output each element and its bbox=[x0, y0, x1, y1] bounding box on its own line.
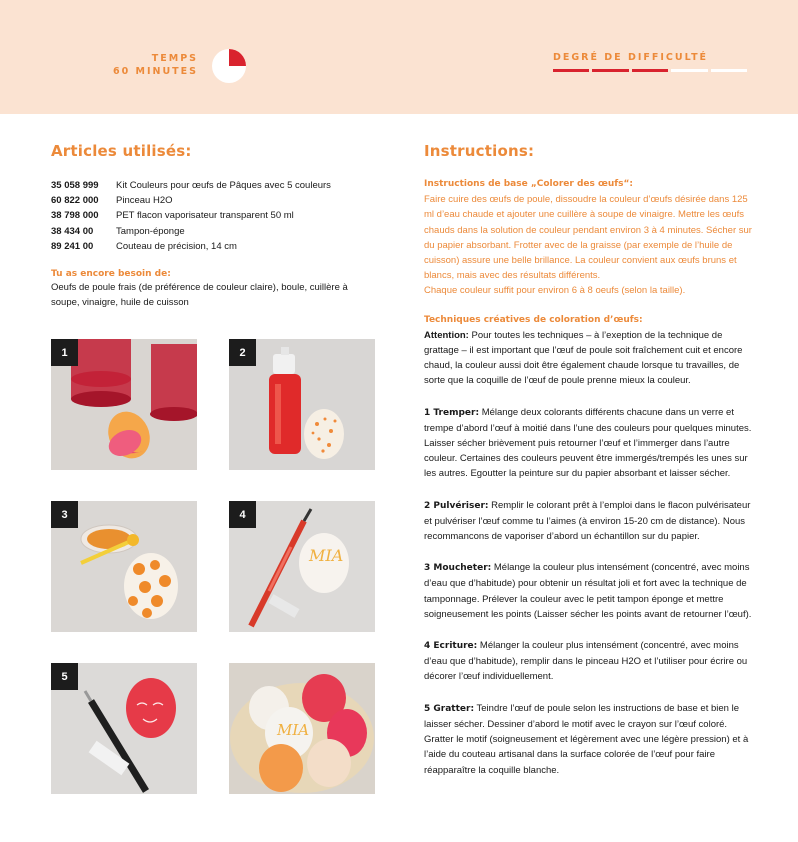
photo-egg-nest bbox=[229, 663, 375, 794]
difficulty-bar bbox=[671, 69, 707, 72]
article-code: 35 058 999 bbox=[51, 180, 99, 191]
photo-step-3 bbox=[51, 501, 197, 632]
egg-writing: MIA bbox=[277, 721, 310, 739]
base-instructions bbox=[424, 177, 754, 299]
step-number: 3 bbox=[51, 501, 78, 528]
step-number: 5 bbox=[51, 663, 78, 690]
difficulty-bar bbox=[632, 69, 668, 72]
step-number: 1 bbox=[51, 339, 78, 366]
step-1 bbox=[424, 405, 754, 482]
step-label: 3 Moucheter: bbox=[424, 563, 492, 574]
needs-text: Oeufs de poule frais (de préférence de couleur claire), boule, cuillère à soupe, vinaigre, huile de cuisson bbox=[51, 282, 348, 309]
photo-step-4 bbox=[229, 501, 375, 632]
base-note: Chaque couleur suffit pour environ 6 à 8 oeufs (selon la taille). bbox=[424, 285, 686, 297]
techniques-title: Techniques créatives de coloration d’œufs: bbox=[424, 314, 643, 325]
clock-icon bbox=[212, 49, 246, 83]
base-title: Instructions de base „Colorer des œufs“: bbox=[424, 179, 634, 189]
step-text: Mélange deux colorants différents chacune dans un verre et trempe d’abord l’œuf à moitié dans l’une des couleurs pour quelques minutes. Laisser sécher brièvement puis retourner l’œuf et l’immerger dans l’autre couleur. Certaines des couleurs peuvent être immergés/trempés les unes sur les autres. Egoutter la peinture sur du papier absorbant et laisser sécher. bbox=[424, 406, 752, 480]
step-4 bbox=[424, 638, 754, 685]
header-band bbox=[0, 0, 798, 114]
article-code: 60 822 000 bbox=[51, 195, 99, 207]
time-value: 60 MINUTES bbox=[113, 66, 198, 77]
step-text: Teindre l’œuf de poule selon les instructions de base et bien le laisser sécher. Dessiner d’abord le motif avec le crayon sur l’œuf coloré. Gratter le motif (soigneusement et légèrement avec une légère pression) et à l’aide du couteau artisanal dans la surface colorée de l’œuf pour faire réapparaître la coquille blanche. bbox=[424, 702, 749, 776]
egg-writing: MIA bbox=[309, 546, 344, 565]
article-name: Couteau de précision, 14 cm bbox=[116, 240, 237, 252]
attention-label: Attention: bbox=[424, 329, 469, 341]
article-row bbox=[51, 224, 371, 239]
instructions-column bbox=[424, 142, 754, 778]
article-code: 89 241 00 bbox=[51, 240, 94, 252]
article-name: PET flacon vaporisateur transparent 50 ml bbox=[116, 210, 294, 222]
step-3 bbox=[424, 560, 754, 622]
step-label: 2 Pulvériser: bbox=[424, 500, 489, 511]
step-number: 2 bbox=[229, 339, 256, 366]
step-text: Mélange la couleur plus intensément (concentré, avec moins d’eau que d’habitude) pour obtenir un résultat joli et fort avec la technique de tamponnage. Prélever la couleur avec le petit tampon éponge et mettre soigneusement les points (Laisser sécher les points avant de retourner l’œuf). bbox=[424, 562, 752, 620]
articles-list bbox=[51, 178, 371, 254]
step-text: Mélanger la couleur plus intensément (concentré, avec moins d’eau que d’habitude), remplir dans le pinceau H2O et l’utiliser pour écrire ou décorer l’œuf individuellement. bbox=[424, 640, 748, 683]
techniques bbox=[424, 313, 754, 389]
article-name: Kit Couleurs pour œufs de Pâques avec 5 couleurs bbox=[116, 180, 331, 191]
articles-title: Articles utilisés: bbox=[51, 142, 192, 160]
step-label: 4 Ecriture: bbox=[424, 641, 478, 652]
article-row bbox=[51, 178, 371, 193]
difficulty-label: DEGRÉ DE DIFFICULTÉ bbox=[553, 52, 709, 63]
step-text: Remplir le colorant prêt à l’emploi dans le flacon pulvérisateur et pulvériser l’œuf comme tu l’aimes (à environ 15-20 cm de distance). Nous recommancons de vaporiser d’abord un échantillon sur du papier. bbox=[424, 499, 751, 543]
photo-step-2 bbox=[229, 339, 375, 470]
photo-step-1 bbox=[51, 339, 197, 470]
article-code: 38 434 00 bbox=[51, 225, 94, 237]
time-label: TEMPS bbox=[151, 53, 198, 64]
article-row bbox=[51, 239, 371, 254]
step-2 bbox=[424, 498, 754, 545]
article-row bbox=[51, 193, 371, 208]
attention-paragraph bbox=[424, 328, 754, 389]
difficulty-bar bbox=[592, 69, 628, 72]
needs-title: Tu as encore besoin de: bbox=[51, 269, 171, 280]
step-label: 1 Tremper: bbox=[424, 407, 480, 418]
photo-step-5 bbox=[51, 663, 197, 794]
article-name: Tampon-éponge bbox=[116, 225, 185, 237]
materials-column bbox=[51, 142, 371, 310]
article-row bbox=[51, 208, 371, 223]
difficulty-meter bbox=[553, 69, 747, 72]
time-block bbox=[113, 52, 198, 78]
step-number: 4 bbox=[229, 501, 256, 528]
difficulty-block bbox=[553, 52, 747, 72]
step-5 bbox=[424, 701, 754, 778]
step-label: 5 Gratter: bbox=[424, 703, 475, 714]
difficulty-bar bbox=[553, 69, 589, 72]
attention-text: Pour toutes les techniques – à l’exeption de la technique de grattage – il est important que l’œuf de poule soit fraîchement cuit et encore chaud, la couleur aussi doit être également chaude lorsque tu travailles, de sorte que la coquille de l’œuf de poule prenne mieux la couleur. bbox=[424, 329, 743, 387]
instructions-title: Instructions: bbox=[424, 142, 535, 160]
article-name: Pinceau H2O bbox=[116, 195, 173, 207]
difficulty-bar bbox=[711, 69, 747, 72]
base-text: Faire cuire des œufs de poule, dissoudre la couleur d’œufs désirée dans 125 ml d’eau chaude et ajouter une cuillère à soupe de vinaigre. Mettre les œufs chauds dans la solution de couleur pendant environ 3 à 4 minutes. Sécher sur du papier absorbant. Frotter avec de la graisse (par exemple de l’huile de cuisson) assure une belle brillance. La couleur convient aux œufs bruns et blancs, mais avec des résultats différents. bbox=[424, 194, 752, 282]
article-code: 38 798 000 bbox=[51, 210, 99, 222]
